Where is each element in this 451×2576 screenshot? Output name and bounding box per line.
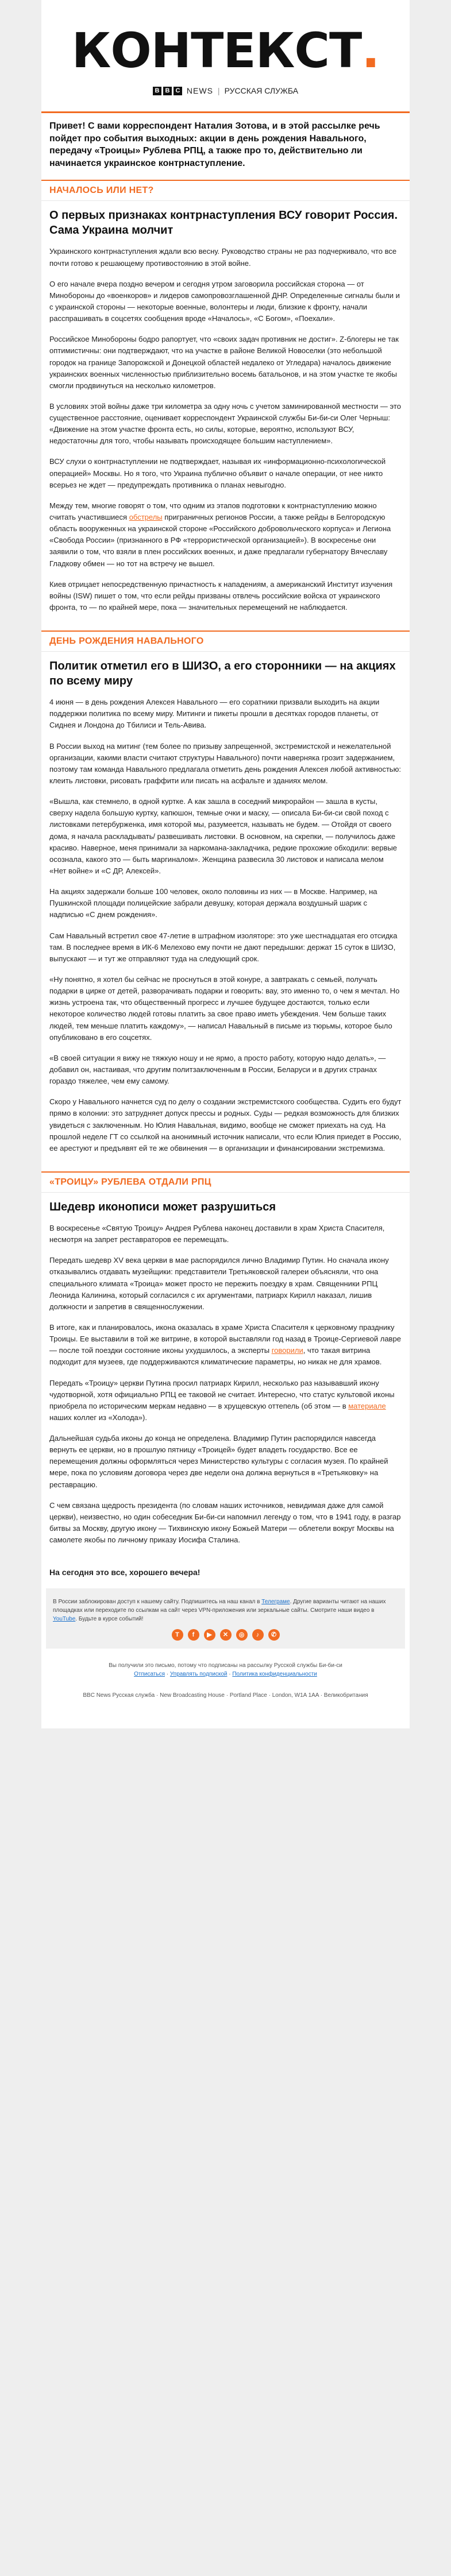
inline-link[interactable]: обстрелы — [129, 513, 163, 522]
telegram-link[interactable]: Телеграме — [261, 1599, 290, 1606]
paragraph-text: Киев отрицает непосредственную причастность к нападениям, а американский Институт изучения войны (ISW) пишет о том, что если рейды призваны отвлечь российские войска от украинского фронта, то — по крайней мере, пока — значительных перемещений не наблюдается. — [49, 579, 393, 612]
article-title: Шедевр иконописи может разрушиться — [49, 1200, 276, 1213]
newsletter — [41, 0, 410, 1728]
inline-link[interactable]: говорили — [271, 1346, 303, 1355]
article-paragraph — [49, 1053, 402, 1087]
article-paragraph — [49, 1322, 402, 1368]
youtube-icon[interactable]: ▶ — [204, 1629, 215, 1641]
bbc-letter: B — [153, 87, 161, 95]
article-title: О первых признаках контрнаступления ВСУ говорит Россия. Сама Украина молчит — [49, 209, 398, 237]
article-paragraph — [49, 1096, 402, 1154]
article-paragraph — [49, 401, 402, 447]
article-paragraph — [49, 1433, 402, 1491]
paragraph-text: 4 июня — в день рождения Алексея Навального — его соратники призвали выходить на акции поддержки политика по всему миру. Митинги и пикеты прошли в десятках городов планеты, от Сиднея и Лондона до Тбилиси и Тель-Авива. — [49, 698, 380, 730]
social-icons — [53, 1629, 398, 1641]
brand-separator: | — [217, 86, 220, 95]
article-paragraph — [49, 500, 402, 570]
article-paragraph — [49, 886, 402, 920]
article-paragraph — [49, 930, 402, 965]
paragraph-text: «В своей ситуации я вижу не тяжкую ношу и не ярмо, а просто работу, которую надо делать», — добавил он, настаивая, что другим политзаключенным в России, Беларуси и в других странах гораздо тяжелее, чем ему самому. — [49, 1053, 386, 1086]
paragraph-text: В условиях этой войны даже три километра за одну ночь с учетом заминированной местности — это существенное расстояние, оценивает корреспондент Украинской службы Би-би-си Олег Черныш: «Движение на этом участке фронта есть, но силы, которые, вероятно, используют ВСУ, недостаточны для того, чтобы называть происходящее большим наступлением». — [49, 401, 401, 446]
article-paragraph — [49, 697, 402, 731]
closing-text: На сегодня это все, хорошего вечера! — [49, 1568, 201, 1577]
paragraph-text: , что такая витрина подходит для музеев, где поддерживаются климатические параметры, но никак не для храмов. — [49, 1346, 382, 1367]
bbc-letter: B — [163, 87, 172, 95]
article-paragraph — [49, 1500, 402, 1546]
article-paragraph — [49, 456, 402, 490]
article-paragraph — [49, 796, 402, 877]
footer-text: . Другие варианты читают на наших площадках или переходите по ссылкам на сайт через VPN-приложения или зеркальные сайты. Смотрите наши видео в — [53, 1599, 386, 1614]
article — [41, 652, 410, 1171]
intro-text: Привет! С вами корреспондент Наталия Зотова, и в этой рассылке речь пойдет про события выходных: акции в день рождения Навального, передачу «Троицы» Рублева РПЦ, а также про то, действительно ли начинается украинское контрнаступление. — [49, 121, 380, 168]
article-paragraph — [49, 1378, 402, 1424]
article — [41, 201, 410, 631]
brand-service: РУССКАЯ СЛУЖБА — [224, 86, 299, 95]
telegram-icon[interactable]: T — [172, 1629, 183, 1641]
paragraph-text: наших коллег из «Холода»). — [49, 1413, 147, 1422]
manage-subscription-link[interactable]: Управлять подпиской — [169, 1671, 228, 1678]
paragraph-text: С чем связана щедрость президента (по словам наших источников, невидимая даже для самой церкви), неизвестно, но один собеседник Би-би-си напомнил легенду о том, что в 1941 году, в разгар битвы за Москву, другую икону — Тихвинскую икону Божьей Матери — облетели вокруг Москвы на самолете якобы по личному приказу Иосифа Сталина. — [49, 1500, 401, 1545]
bbc-logo — [153, 87, 182, 95]
unsubscribe-text: Вы получили это письмо, потому что подписаны на рассылку Русской службы Би-би-си — [109, 1662, 342, 1669]
paragraph-text: ВСУ слухи о контрнаступлении не подтверждает, называя их «информационно-психологической операцией» Москвы. Но я того, что Украина публично объявит о начале операции, от нее никто всерьез не ждет — предупреждать противника о планах невыгодно. — [49, 457, 386, 489]
paragraph-text: «Вышла, как стемнело, в одной куртке. А как зашла в соседний микрорайон — зашла в кусты, сверху надела большую куртку, капюшон, темные очки и маску, — описала Би-би-си свой поход с листовками петербурженка, имя которой мы, разумеется, называть не будем. — Отойдя от своего дома, я начала раскладывать/ развешивать листовки. В основном, на скрепки, — получилось даже красиво. Наверное, меня принимали за наркомана-закладчика, редкие прохожие обходили: вервые осознала, какого это — быть маргиналом». Женщина развесила 30 листовок и написала мелом «Нет войне» и «С ДР, Алексей». — [49, 797, 398, 875]
logo-text: КОНТЕКСТ — [71, 22, 362, 79]
section-label: «ТРОИЦУ» РУБЛЕВА ОТДАЛИ РПЦ — [41, 1171, 410, 1193]
footer-info — [46, 1588, 405, 1649]
article-paragraph — [49, 741, 402, 787]
paragraph-text: Украинского контрнаступления ждали всю весну. Руководство страны не раз подчеркивало, что все почти готово к решающему противостоянию в этой войне. — [49, 247, 397, 268]
article-paragraph — [49, 1223, 402, 1246]
paragraph-text: приграничных регионов России, а также рейды в Белгородскую область вооруженных на украинской стороне «Российского добровольческого корпуса» и Легиона «Свобода России» (признанного в РФ «террористической организацией»). В воскресенье они заявили о том, что взяли в плен российских военных, и даже предлагали губернатору Вячеславу Гладкову обмен — но тот на встречу не вышел. — [49, 513, 391, 568]
unsubscribe-block: Вы получили это письмо, потому что подписаны на рассылку Русской службы Би-би-си Отписаться · Управлять подпиской · Политика конфиденциальности — [41, 1649, 410, 1683]
paragraph-text: О его начале вчера поздно вечером и сегодня утром заговорила российская сторона — от Минобороны до «военкоров» и лидеров самопровозглашенной ДНР. Определенные сигналы были и с украинской стороны — некоторые военные, волонтеры и люди, близкие к фронту, начали расспрашивать в соцсетях сообщения вроде «Началось», «С Богом», «Поехали». — [49, 279, 400, 323]
brand-line — [41, 86, 410, 95]
paragraph-text: Между тем, многие говорят о том, что одним из этапов подготовки к контрнаступлению можно считать участившиеся — [49, 501, 377, 522]
instagram-icon[interactable]: ◎ — [236, 1629, 248, 1641]
paragraph-text: В итоге, как и планировалось, икона оказалась в храме Христа Спасителя к церковному празднику Троицы. Ее выставили в той же витрине, в которой выставляли год назад в Троице-Сергиевой лавре — после той поездки состояние иконы ухудшилось, а эксперты — [49, 1322, 401, 1355]
footer-text: . Будьте в курсе событий! — [75, 1616, 144, 1623]
paragraph-text: Сам Навальный встретил свое 47-летие в штрафном изоляторе: это уже шестнадцатая его отсидка там. В последнее время в ИК-6 Мелехово ему почти не дают передышки: держат 15 суток в ШИЗО, выпускают — и тут же отправляют туда на следующий срок. — [49, 931, 398, 963]
paragraph-text: На акциях задержали больше 100 человек, около половины из них — в Москве. Например, на Пушкинской площади полицейские забрали девушку, которая держала воздушный шарик с надписью «С днем рождения». — [49, 887, 377, 919]
paragraph-text: Дальнейшая судьба иконы до конца не определена. Владимир Путин распорядился навсегда вернуть ее церкви, но в прошлую пятницу «Троицей» будет владеть государство. Все ее перемещения должны оформляться через Министерство культуры с согласия музея. По крайней мере, пока по условиям договора через две недели она должна вернуться в «Третьяковку» на реставрацию. — [49, 1434, 388, 1489]
youtube-link[interactable]: YouTube — [53, 1616, 76, 1623]
sections — [41, 180, 410, 1563]
article — [41, 1193, 410, 1563]
brand-news: NEWS — [186, 86, 213, 95]
legal-text: BBC News Русская служба · New Broadcasting House · Portland Place · London, W1A 1AA · Великобритания — [83, 1692, 368, 1699]
paragraph-text: Российское Минобороны бодро рапортует, что «своих задач противник не достиг». Z-блогеры не так оптимистичны: они подтверждают, что на участке в районе Великой Новоселки (это небольшой городок на границе Запорожской и Донецкой областей недалеко от Угледара) началось движение украинских военных численностью приблизительно восемь батальонов, и на этом участке те якобы смогли продвинуться на несколько километров. — [49, 335, 399, 390]
twitter-icon[interactable]: ✕ — [220, 1629, 232, 1641]
privacy-link[interactable]: Политика конфиденциальности — [232, 1671, 317, 1678]
paragraph-text: Скоро у Навального начнется суд по делу о создании экстремистского сообщества. Судить его будут прямо в колонии: это затрудняет допуск прессы и родных. Суды — редкая возможность для близких увидеться с заключенным. Но Юлия Навальная, видимо, вообще не сможет приехать на суд. На прошлой неделе ГТ со ссылкой на анонимный источник написали, что если Юлия приедет в Россию, ее арестуют и предъявят ей те же обвинения — в организации и финансировании экстремизма. — [49, 1097, 402, 1152]
article-paragraph — [49, 974, 402, 1043]
article-title: Политик отметил его в ШИЗО, а его сторонники — на акциях по всему миру — [49, 660, 396, 688]
logo-dot: . — [361, 22, 380, 79]
article-paragraph — [49, 334, 402, 392]
section-label: ДЕНЬ РОЖДЕНИЯ НАВАЛЬНОГО — [41, 631, 410, 652]
paragraph-text: В воскресенье «Святую Троицу» Андрея Рублева наконец доставили в храм Христа Спасителя, несмотря на запрет реставраторов ее перемещать. — [49, 1223, 385, 1244]
article-paragraph — [49, 246, 402, 269]
footer-text: В России заблокирован доступ к нашему сайту. Подпишитесь на наш канал в — [53, 1599, 262, 1606]
paragraph-text: Передать «Троицу» церкви Путина просил патриарх Кирилл, несколько раз называвший икону чудотворной, хотя официально РПЦ ее таковой не считает. Интересно, что статус культовой иконы приобрела по историческим меркам недавно — в хрущевскую оттепель (об этом — в — [49, 1378, 395, 1410]
section-label: НАЧАЛОСЬ ИЛИ НЕТ? — [41, 180, 410, 201]
article-paragraph — [49, 279, 402, 325]
logo — [41, 20, 410, 79]
article-paragraph — [49, 579, 402, 613]
vk-icon[interactable]: f — [188, 1629, 199, 1641]
paragraph-text: «Ну понятно, я хотел бы сейчас не проснуться в этой конуре, а завтракать с семьей, получать подарки в цирке от детей, разворачивать подарки и говорить: вау, это именно то, о чем я мечтал. Но жизнь устроена так, что общественный прогресс и лучшее будущее достаются, только если некоторое количество людей готовы платить за свое право иметь убеждения. Чем больше таких людей, тем меньше платить каждому», — написал Навальный в письме из тюрьмы, которое было опубликовано в его соцсетях. — [49, 974, 400, 1042]
bbc-letter: C — [174, 87, 182, 95]
whatsapp-icon[interactable]: ✆ — [268, 1629, 280, 1641]
article-paragraph — [49, 1255, 402, 1313]
tiktok-icon[interactable]: ♪ — [252, 1629, 264, 1641]
unsubscribe-link[interactable]: Отписаться — [134, 1671, 165, 1678]
inline-link[interactable]: материале — [348, 1401, 386, 1410]
paragraph-text: Передать шедевр XV века церкви в мае распорядился лично Владимир Путин. Но сначала икону отказывались отдавать музейщики: представители Третьяковской галереи объясняли, что она специального климата «Троица» может просто не пережить поездку в храм. Священники РПЦ Леонида Калинина, который согласился с их аргументами, патриарх Кирилл наказал, лишив должности и запретив в священнослужении. — [49, 1256, 389, 1311]
paragraph-text: В России выход на митинг (тем более по призыву запрещенной, экстремистской и нежелательной организации, какими власти считают структуры Навального) почти наверняка грозит задержанием, поэтому там команда Навального предлагала отметить день рождения Алексея любой активностью: клеить листовки, рисовать граффити или писать на асфальте и зданиях мелом. — [49, 741, 401, 786]
